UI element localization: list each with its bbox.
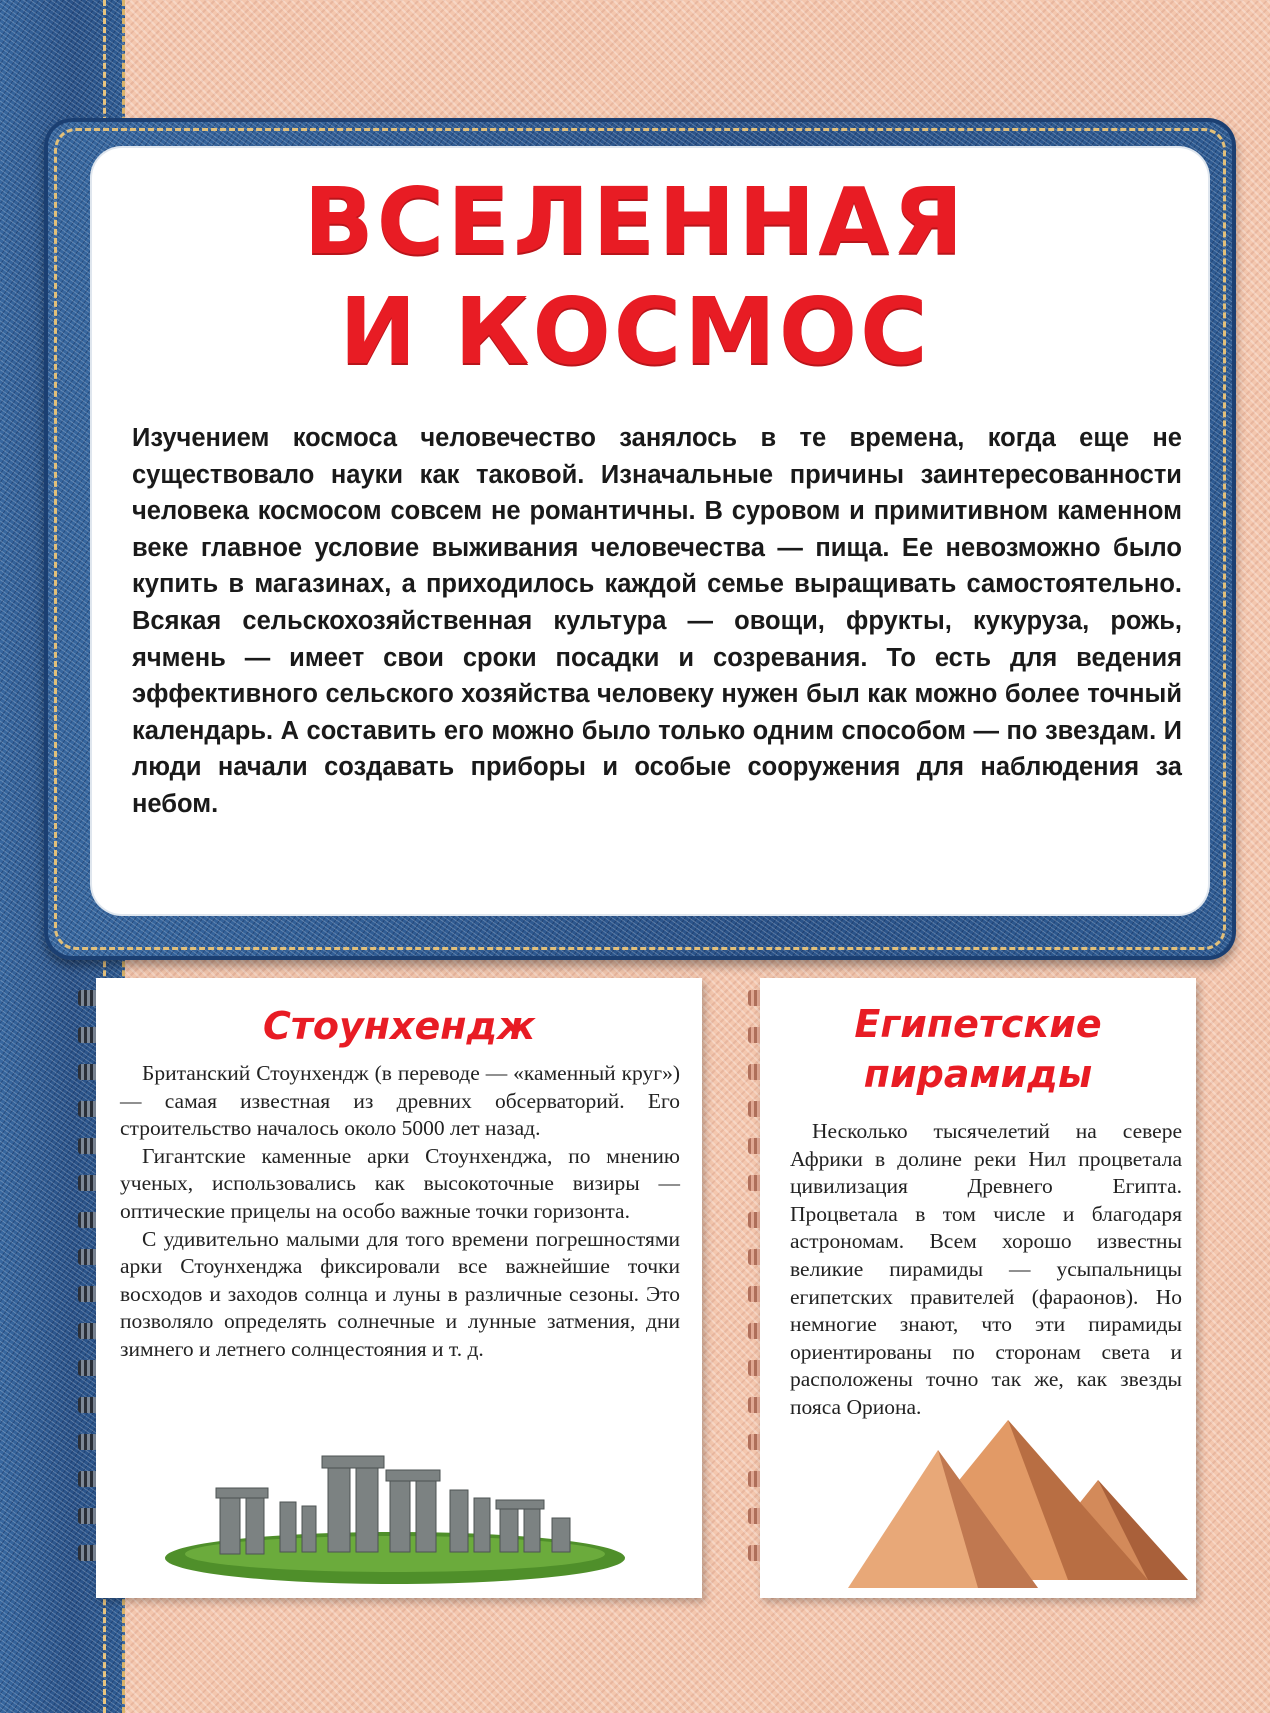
pyramids-title-line-2: пирамиды [863, 1052, 1093, 1096]
pyramids-image [848, 1410, 1188, 1594]
stonehenge-text [120, 1060, 680, 1364]
pyramids-title-line-1: Египетские [854, 1002, 1102, 1046]
stonehenge-paragraph-3: С удивительно малыми для того времени погрешностями арки Стоунхенджа фиксировали все важнейшие точки восходов и заходов солнца и луны в различные сезоны. Это позволяло определять солнечные и лунные затмения, дни зимнего и летнего солнцестояния и т. д. [120, 1226, 680, 1361]
stonehenge-image [160, 1418, 630, 1588]
stonehenge-title: Стоунхендж [262, 1004, 536, 1048]
page-title-line-1: ВСЕЛЕННАЯ [303, 168, 967, 275]
stonehenge-paragraph-1: Британский Стоунхендж (в переводе — «каменный круг») — самая известная из древних обсерваторий. Его строительство началось около 5000 лет назад. [120, 1061, 680, 1141]
page-title-line-2: И КОСМОС [339, 278, 931, 385]
pyramids-card [760, 978, 1196, 1598]
pyramids-text [790, 1118, 1182, 1422]
pyramids-paragraph-1: Несколько тысячелетий на севере Африки в долине реки Нил процветала цивилизация Древнего Египта. Процветала в том числе и благодаря астрономам. Всем хорошо известны великие пирамиды — усыпальницы египетских правителей (фараонов). Но немногие знают, что эти пирамиды ориентированы по сторонам света и расположены точно так же, как звезды пояса Ориона. [790, 1119, 1182, 1419]
stonehenge-paragraph-2: Гигантские каменные арки Стоунхенджа, по мнению ученых, использовались как высокоточные визиры — оптические прицелы на особо важные точки горизонта. [120, 1143, 680, 1223]
stonehenge-card [96, 978, 702, 1598]
intro-paragraph: Изучением космоса человечество занялось в те времена, когда еще не существовало науки как таковой. Изначальные причины заинтересованности человека космосом совсем не романтичны. В суровом и примитивном каменном веке главное условие выживания человечества — пища. Ее невозможно было купить в магазинах, а приходилось каждой семье выращивать самостоятельно. Всякая сельскохозяйственная культура — овощи, фрукты, кукуруза, рожь, ячмень — имеет свои сроки посадки и созревания. То есть для ведения эффективного сельского хозяйства человеку нужен был как можно более точный календарь. А составить его можно было только одним способом — по звездам. И люди начали создавать приборы и особые сооружения для наблюдения за небом. [132, 424, 1182, 818]
